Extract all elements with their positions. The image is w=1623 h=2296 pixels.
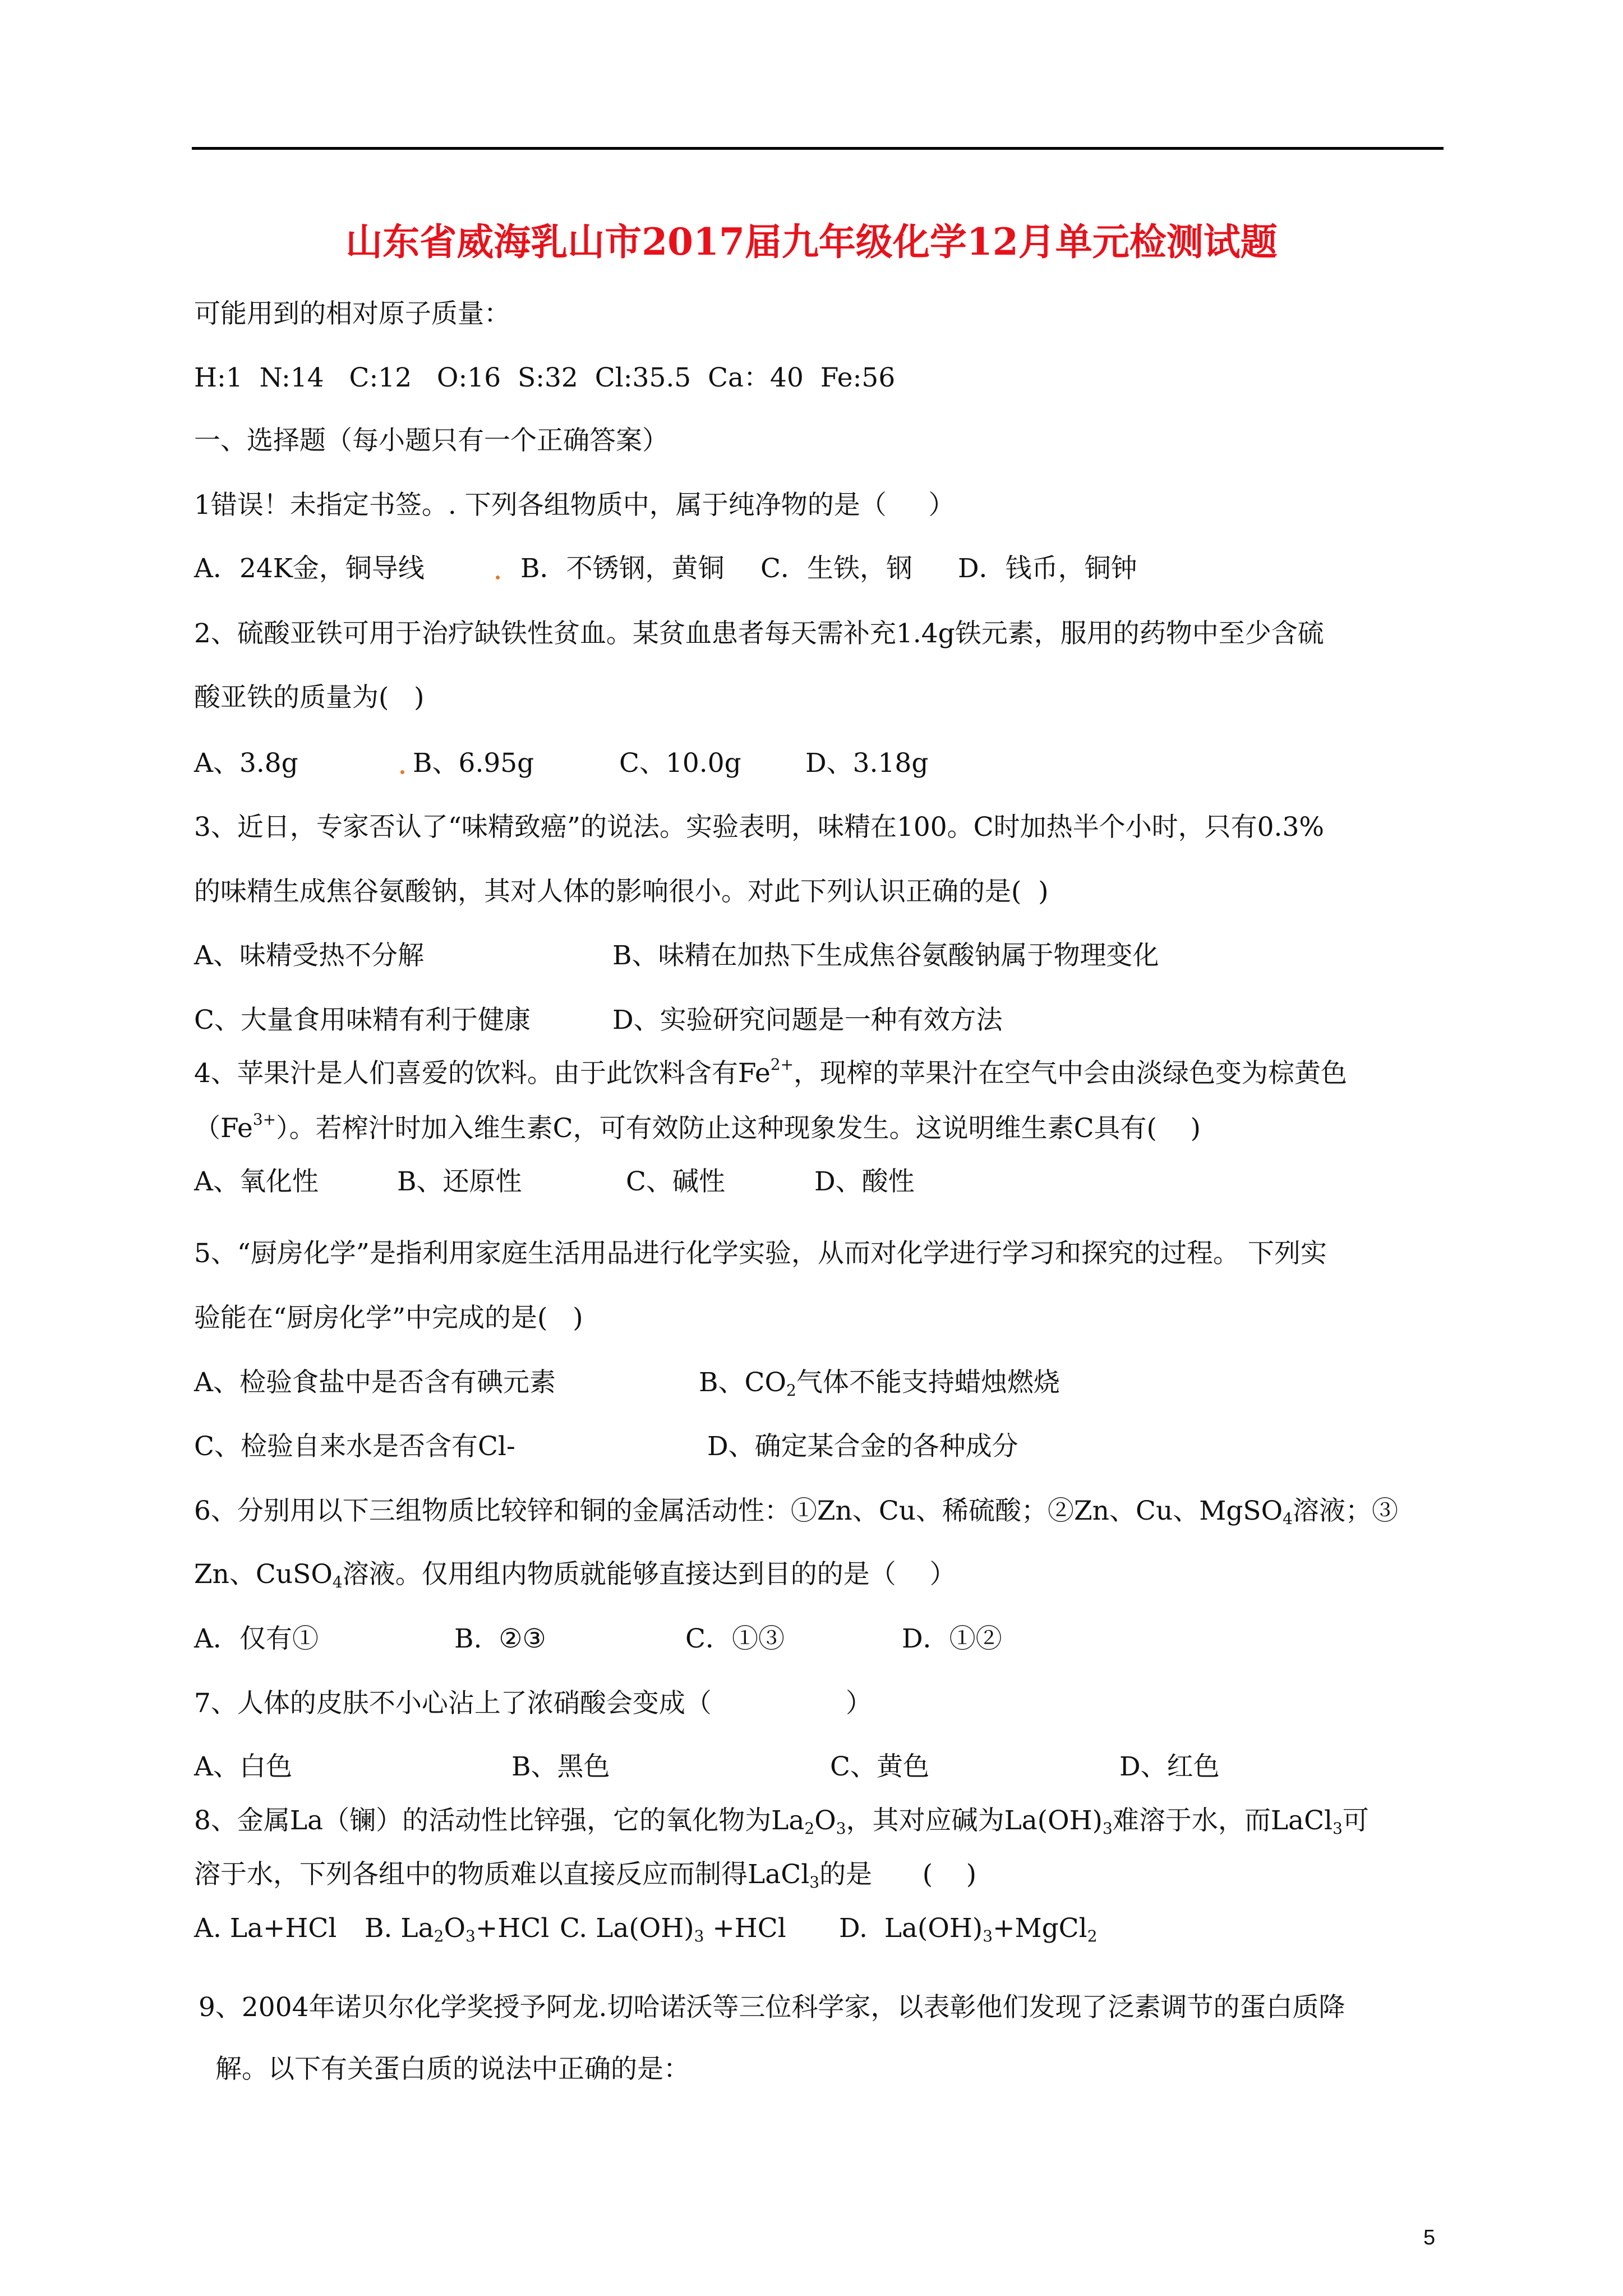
q8-option-c: C. $La(OH)_3 +HCl$ bbox=[560, 1913, 786, 1945]
q6-option-b: B. ②③ bbox=[454, 1623, 546, 1654]
q2-stem-2: 酸亚铁的质量为( ) bbox=[194, 682, 425, 713]
document-title: 山东省威海乳山市2017届九年级化学12月单元检测试题 bbox=[345, 220, 1278, 264]
q2-option-c: C、10.0g bbox=[619, 748, 741, 779]
q4-option-a: A、氧化性 bbox=[194, 1166, 319, 1197]
q5-option-c: C、检验自来水是否含有Cl- bbox=[194, 1431, 515, 1462]
q7-options bbox=[194, 1751, 1428, 1787]
orange-dot bbox=[400, 770, 404, 774]
q5-options-ab bbox=[194, 1369, 1428, 1403]
q5-option-b: B、$CO_2$气体不能支持蜡烛燃烧 bbox=[699, 1367, 1060, 1400]
atomic-masses: H:1 N:14 C:12 O:16 S:32 Cl:35.5 Ca：40 Fe:56 bbox=[194, 362, 896, 393]
q8-option-b: B. $La_2O_3+HCl$ bbox=[365, 1913, 550, 1945]
q2-option-b: B、6.95g bbox=[413, 748, 534, 779]
q3-stem-1: 3、近日，专家否认了“味精致癌”的说法。实验表明，味精在100。C时加热半个小时，只有0.3% bbox=[194, 812, 1325, 843]
q5-options-cd bbox=[194, 1433, 1428, 1467]
q1-option-b: B．不锈钢，黄铜 bbox=[520, 553, 725, 584]
q5-stem-1: 5、“厨房化学”是指利用家庭生活用品进行化学实验，从而对化学进行学习和探究的过程。 下列实 bbox=[194, 1238, 1327, 1269]
q1-option-c: C．生铁，钢 bbox=[760, 553, 912, 584]
q4-stem-1: 4、苹果汁是人们喜爱的饮料。由于此饮料含有$Fe^{2+}$，现榨的苹果汁在空气中会由淡绿色变为棕黄色 bbox=[194, 1055, 1348, 1089]
q4-options bbox=[194, 1168, 1428, 1202]
q3-option-b: B、味精在加热下生成焦谷氨酸钠属于物理变化 bbox=[612, 940, 1159, 971]
q6-option-a: A．仅有① bbox=[194, 1623, 319, 1654]
q6-option-d: D．①② bbox=[902, 1623, 1002, 1654]
q4-option-c: C、碱性 bbox=[626, 1166, 725, 1197]
q9-stem-1: 9、2004年诺贝尔化学奖授予阿龙.切哈诺沃等三位科学家，以表彰他们发现了泛素调节的蛋白质降 bbox=[199, 1992, 1345, 2023]
q3-option-c: C、大量食用味精有利于健康 bbox=[194, 1005, 531, 1036]
q1-options bbox=[194, 555, 1428, 589]
q6-option-c: C．①③ bbox=[685, 1623, 785, 1654]
section-heading: 一、选择题（每小题只有一个正确答案） bbox=[194, 425, 668, 456]
q4-option-d: D、酸性 bbox=[814, 1166, 915, 1197]
header-rule bbox=[192, 147, 1444, 150]
q2-options bbox=[194, 750, 1428, 784]
q4-stem-2: $(Fe^{3+})$。若榨汁时加入维生素C，可有效防止这种现象发生。这说明维生素C具有( ) bbox=[194, 1110, 1201, 1144]
q8-stem-2: 溶于水，下列各组中的物质难以直接反应而制得LaCl$_3$的是 ( ) bbox=[194, 1859, 977, 1892]
q3-stem-2: 的味精生成焦谷氨酸钠，其对人体的影响很小。对此下列认识正确的是( ) bbox=[194, 876, 1049, 907]
q8-option-a: A. La+HCl bbox=[194, 1913, 337, 1944]
q7-option-c: C、黄色 bbox=[830, 1751, 929, 1782]
q7-option-d: D、红色 bbox=[1119, 1751, 1220, 1782]
q1-option-d: D．钱币，铜钟 bbox=[958, 553, 1137, 584]
q8-stem-1: 8、金属La（镧）的活动性比锌强，它的氧化物为$La_2O_3$，其对应碱为$La(OH)_3$难溶于水，而LaCl$_3$可 bbox=[194, 1805, 1369, 1838]
q6-options bbox=[194, 1623, 1428, 1659]
q3-options-cd bbox=[194, 1007, 1428, 1041]
q8-option-d: D. $La(OH)_3+MgCl_2$ bbox=[839, 1913, 1098, 1945]
q6-stem-2: Zn、CuSO$_4$溶液。仅用组内物质就能够直接达到目的的是（ ） bbox=[194, 1559, 956, 1591]
q2-stem-1: 2、硫酸亚铁可用于治疗缺铁性贫血。某贫血患者每天需补充1.4g铁元素，服用的药物中至少含硫 bbox=[194, 618, 1324, 649]
q3-options-ab bbox=[194, 942, 1428, 976]
q3-option-d: D、实验研究问题是一种有效方法 bbox=[612, 1005, 1003, 1036]
q5-option-d: D、确定某合金的各种成分 bbox=[707, 1431, 1018, 1462]
q6-stem-1: 6、分别用以下三组物质比较锌和铜的金属活动性：①Zn、Cu、稀硫酸；②Zn、Cu、MgSO$_4$溶液；③ bbox=[194, 1496, 1398, 1528]
q3-option-a: A、味精受热不分解 bbox=[194, 940, 424, 971]
q1-stem: 1错误！未指定书签。. 下列各组物质中，属于纯净物的是（ ） bbox=[194, 490, 955, 521]
page-number: 5 bbox=[1423, 2226, 1436, 2249]
orange-dot bbox=[496, 576, 500, 579]
q4-option-b: B、还原性 bbox=[397, 1166, 522, 1197]
q5-option-a: A、检验食盐中是否含有碘元素 bbox=[194, 1367, 556, 1398]
q5-stem-2: 验能在“厨房化学”中完成的是( ) bbox=[194, 1303, 583, 1333]
q1-option-a: A．24K金，铜导线 bbox=[194, 553, 425, 584]
q7-stem: 7、人体的皮肤不小心沾上了浓硝酸会变成（ ） bbox=[194, 1688, 872, 1719]
q8-options bbox=[194, 1915, 1428, 1949]
mass-label: 可能用到的相对原子质量： bbox=[194, 298, 510, 329]
q2-option-a: A、3.8g bbox=[194, 748, 298, 779]
q9-stem-2: 解。以下有关蛋白质的说法中正确的是： bbox=[215, 2054, 690, 2085]
q2-option-d: D、3.18g bbox=[805, 748, 929, 779]
q7-option-b: B、黑色 bbox=[511, 1751, 610, 1782]
q7-option-a: A、白色 bbox=[194, 1751, 292, 1782]
